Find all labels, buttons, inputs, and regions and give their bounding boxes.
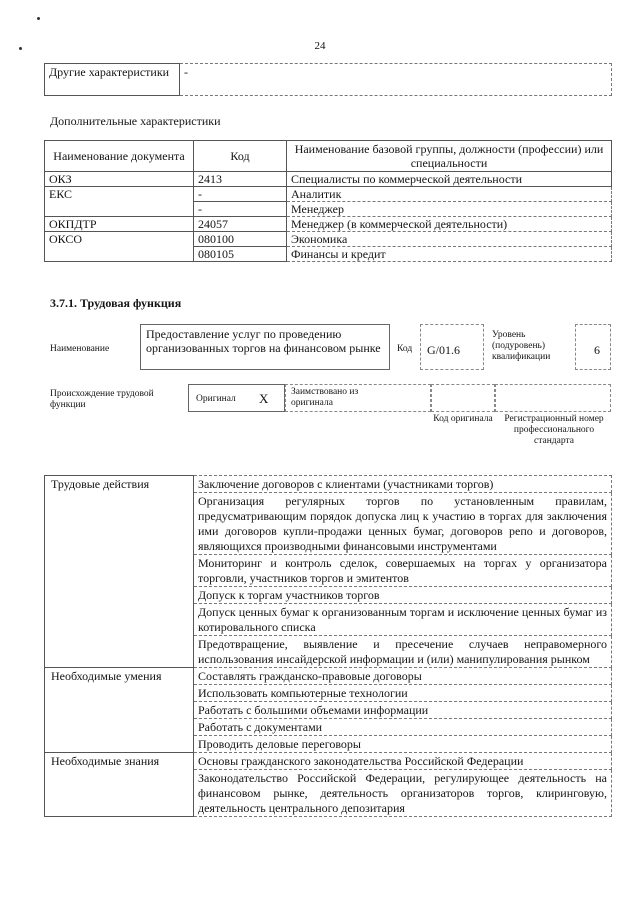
scan-dot [37,17,40,20]
knowledge-label: Необходимые знания [45,753,194,817]
function-details-table [44,475,612,817]
table-row [45,753,612,770]
cell-name: Специалисты по коммерческой деятельности [287,172,612,187]
table-row [45,232,612,247]
action-item: Допуск к торгам участников торгов [194,587,612,604]
code-value: G/01.6 [427,343,460,357]
table-row [45,217,612,232]
cell-code: 2413 [194,172,287,187]
other-characteristics-value: - [180,64,612,96]
table-header-row [45,141,612,172]
action-item: Мониторинг и контроль сделок, совершаемых на торгах у организатора торговли, участников торгов и эмитентов [194,555,612,587]
cell-code: 080105 [194,247,287,262]
page-number: 24 [314,40,326,52]
original-mark: X [259,391,269,406]
function-name-value: Предоставление услуг по проведению организованных торгов на финансовом рынке [146,327,381,355]
code-label: Код [397,344,413,354]
orig-code-label: Код оригинала [433,414,493,424]
cell-code: 24057 [194,217,287,232]
table-row [45,187,612,202]
level-value: 6 [594,343,600,357]
cell-doc: ОКПДТР [45,217,194,232]
knowledge-item: Основы гражданского законодательства Российской Федерации [194,753,612,770]
cell-code: 080100 [194,232,287,247]
other-characteristics-table [44,63,612,96]
cell-doc: ОКЗ [45,172,194,187]
cell-code: - [194,187,287,202]
action-item: Заключение договоров с клиентами (участниками торгов) [194,476,612,493]
skills-label: Необходимые умения [45,668,194,753]
original-box [188,384,285,412]
cell-name: Менеджер [287,202,612,217]
cell-name: Экономика [287,232,612,247]
table-row [45,172,612,187]
cell-doc: ЕКС [45,187,194,217]
additional-heading: Дополнительные характеристики [50,114,221,128]
cell-doc: ОКСО [45,232,194,262]
action-item: Организация регулярных торгов по установленным правилам, предусматривающим порядок допуска лиц к участию в торгах для заключения ими договоров купли-продажи ценных бумаг, договоров репо и договоров, являющихся производными финансовыми инструментами [194,493,612,555]
borrowed-box [285,384,431,412]
column-header: Наименование базовой группы, должности (профессии) или специальности [287,141,612,172]
level-label: Уровень (подуровень) квалификации [492,330,551,362]
skill-item: Составлять гражданско-правовые договоры [194,668,612,685]
actions-label: Трудовые действия [45,476,194,668]
column-header: Наименование документа [45,141,194,172]
action-item: Предотвращение, выявление и пресечение случаев неправомерного использования инсайдерской информации и (или) манипулирования рынком [194,636,612,668]
action-item: Допуск ценных бумаг к организованным торгам и исключение ценных бумаг из котировального списка [194,604,612,636]
skill-item: Работать с документами [194,719,612,736]
code-box [420,324,484,370]
name-label: Наименование [50,344,110,354]
origin-label: Происхождение трудовой функции [50,389,154,410]
table-row [45,668,612,685]
table-row [45,476,612,493]
knowledge-item: Законодательство Российской Федерации, регулирующее деятельность на финансовом рынке, деятельность организаторов торгов, клиринговую, деятельность центрального депозитария [194,770,612,817]
skill-item: Работать с большими объемами информации [194,702,612,719]
borrowed-label: Заимствовано из оригинала [291,387,359,408]
skill-item: Проводить деловые переговоры [194,736,612,753]
cell-name: Финансы и кредит [287,247,612,262]
original-label: Оригинал [196,394,236,404]
orig-code-box [431,384,495,412]
level-box [575,324,611,370]
additional-table [44,140,612,262]
skill-item: Использовать компьютерные технологии [194,685,612,702]
cell-name: Менеджер (в коммерческой деятельности) [287,217,612,232]
other-characteristics-label: Другие характеристики [45,64,180,96]
section-title: 3.7.1. Трудовая функция [50,296,182,310]
function-name-box [140,324,390,370]
cell-name: Аналитик [287,187,612,202]
reg-number-label: Регистрационный номер профессионального стандарта [504,414,604,446]
column-header: Код [194,141,287,172]
cell-code: - [194,202,287,217]
reg-number-box [495,384,611,412]
